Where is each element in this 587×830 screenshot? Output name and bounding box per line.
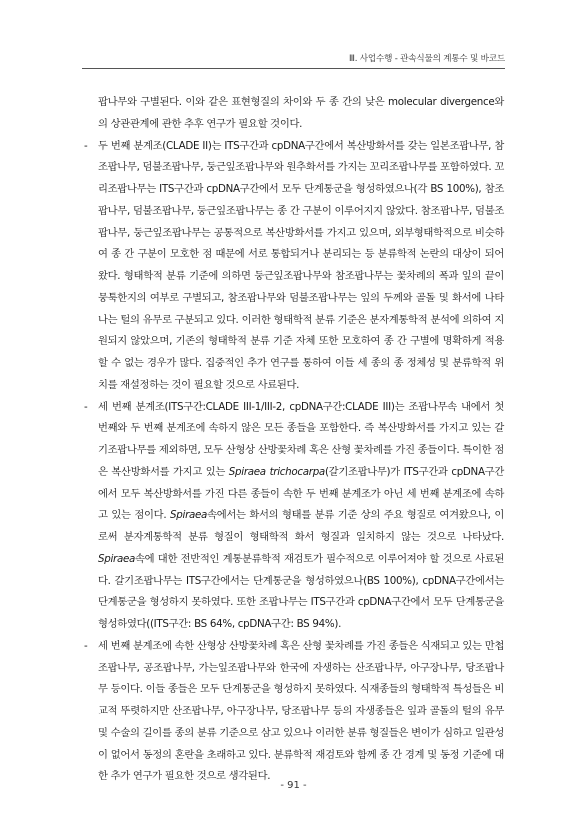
bullet-clade-3-text-d: 속에 대한 전반적인 계통분류학적 재검토가 필수적으로 이루어져야 할 것으로 사료된다. 갈기조팝나무는 ITS구간에서는 단계통군을 형성하였으나(BS 100%), cpDNA구간에서는 단계통군을 형성하지 못하였다. 또한 조팝나무는 ITS구간과 cpDNA구간에서 모두 단계통군을 형성하였다((ITS구간: BS 64%, cpDNA구간: BS 94%). (98, 552, 504, 630)
bullet-clade-3-text-c: 속에서는 화서의 형태를 분류 기준 상의 주요 형질로 여겨왔으나, 이로써 분자계통학적 분류 형질이 형태학적 화서 형질과 일치하지 않는 것으로 나타났다. (98, 509, 504, 543)
bullet-clade-3 (84, 397, 504, 636)
bullet-dash: - (84, 639, 88, 652)
page-number: - 91 - (280, 780, 307, 791)
body-text (84, 92, 504, 788)
genus-name-italic: Spiraea (98, 552, 136, 565)
header-divider (82, 68, 505, 69)
bullet-clade-2-text: 두 번째 분계조(CLADE II)는 ITS구간과 cpDNA구간에서 복산방화서를 갖는 일본조팝나무, 참조팝나무, 덤불조팝나무, 둥근잎조팝나무와 원추화서를 가지는 꼬리조팝나무를 포함하였다. 꼬리조팝나무는 ITS구간과 cpDNA구간에서 모두 단계통군을 형성하였으나(각 BS 100%), 참조팝나무, 덤불조팝나무, 둥근잎조팝나무는 종 간 구분이 이루어지지 않았다. 참조팝나무, 덤불조팝나무, 둥근잎조팝나무는 공통적으로 복산방화서를 가지고 있으며, 외부형태학적으로 비슷하여 종 간 구분이 모호한 점 때문에 서로 통합되거나 분리되는 등 분류학적 논란의 대상이 되어왔다. 형태학적 분류 기준에 의하면 둥근잎조팝나무와 참조팝나무는 꽃차례의 폭과 잎의 끝이 뭉툭한지의 여부로 구별되고, 참조팝나무와 덤불조팝나무는 잎의 두께와 골돌 및 화서에 나타나는 털의 유무로 구분되고 있다. 이러한 형태학적 분류 기준은 분자계통학적 분석에 의하여 지원되지 않았으며, 기존의 형태학적 분류 기준 자체 또한 모호하여 종 간 구별에 명확하게 적용할 수 없는 경우가 많다. 집중적인 추가 연구를 통하여 이들 세 종의 종 정체성 및 분류학적 위치를 재설정하는 것이 필요할 것으로 사료된다. (98, 139, 504, 391)
bullet-clade-2 (84, 136, 504, 397)
bullet-clade-3-species-text: 세 번째 분계조에 속한 산형상 산방꽃차례 혹은 산형 꽃차례를 가진 종들은 식재되고 있는 만첩조팝나무, 공조팝나무, 가는잎조팝나무와 한국에 자생하는 산조팝나무, 아구장나무, 당조팝나무 등이다. 이들 종들은 모두 단계통군을 형성하지 못하였다. 식재종들의 형태학적 특성들은 비교적 뚜렷하지만 산조팝나무, 아구장나무, 당조팝나무 등의 자생종들은 잎과 골돌의 털의 유무 및 수술의 길이를 종의 분류 기준으로 삼고 있으나 이러한 분류 형질들은 변이가 심하고 일관성이 없어서 동정의 혼란을 초래하고 있다. 분류학적 재검토와 함께 종 간 경계 및 동정 기준에 대한 추가 연구가 필요한 것으로 생각된다. (98, 639, 504, 783)
bullet-dash: - (84, 139, 88, 152)
genus-name-italic: Spiraea (170, 509, 208, 522)
species-name-italic: Spiraea trichocarpa (228, 465, 325, 478)
bullet-clade-3-text-b: (갈기조팝나무)가 ITS구간과 cpDNA구간에서 모두 복산방화서를 가진 다른 종들이 속한 두 번째 분계조가 아닌 세 번째 분계조에 속하고 있는 점이다. (98, 465, 504, 522)
bullet-clade-3-text-a: 세 번째 분계조(ITS구간:CLADE III-1/III-2, cpDNA구간:CLADE III)는 조팝나무속 내에서 첫 번째와 두 번째 분계조에 속하지 않은 모든 종들을 포함한다. 즉 복산방화서를 가지고 있는 갈기조팝나무를 제외하면, 모두 산형상 산방꽃차례 혹은 산형 꽃차례를 가진 종들이다. 특이한 점은 복산방화서를 가지고 있는 (98, 400, 504, 478)
bullet-clade-3-species (84, 636, 504, 788)
continuation-paragraph: 팝나무와 구별된다. 이와 같은 표현형질의 차이와 두 종 간의 낮은 molecular divergence와의 상관관계에 관한 추후 연구가 필요할 것이다. (98, 96, 504, 130)
bullet-dash: - (84, 400, 88, 413)
running-header: Ⅲ. 사업수행 - 관속식물의 계통수 및 바코드 (349, 54, 505, 64)
